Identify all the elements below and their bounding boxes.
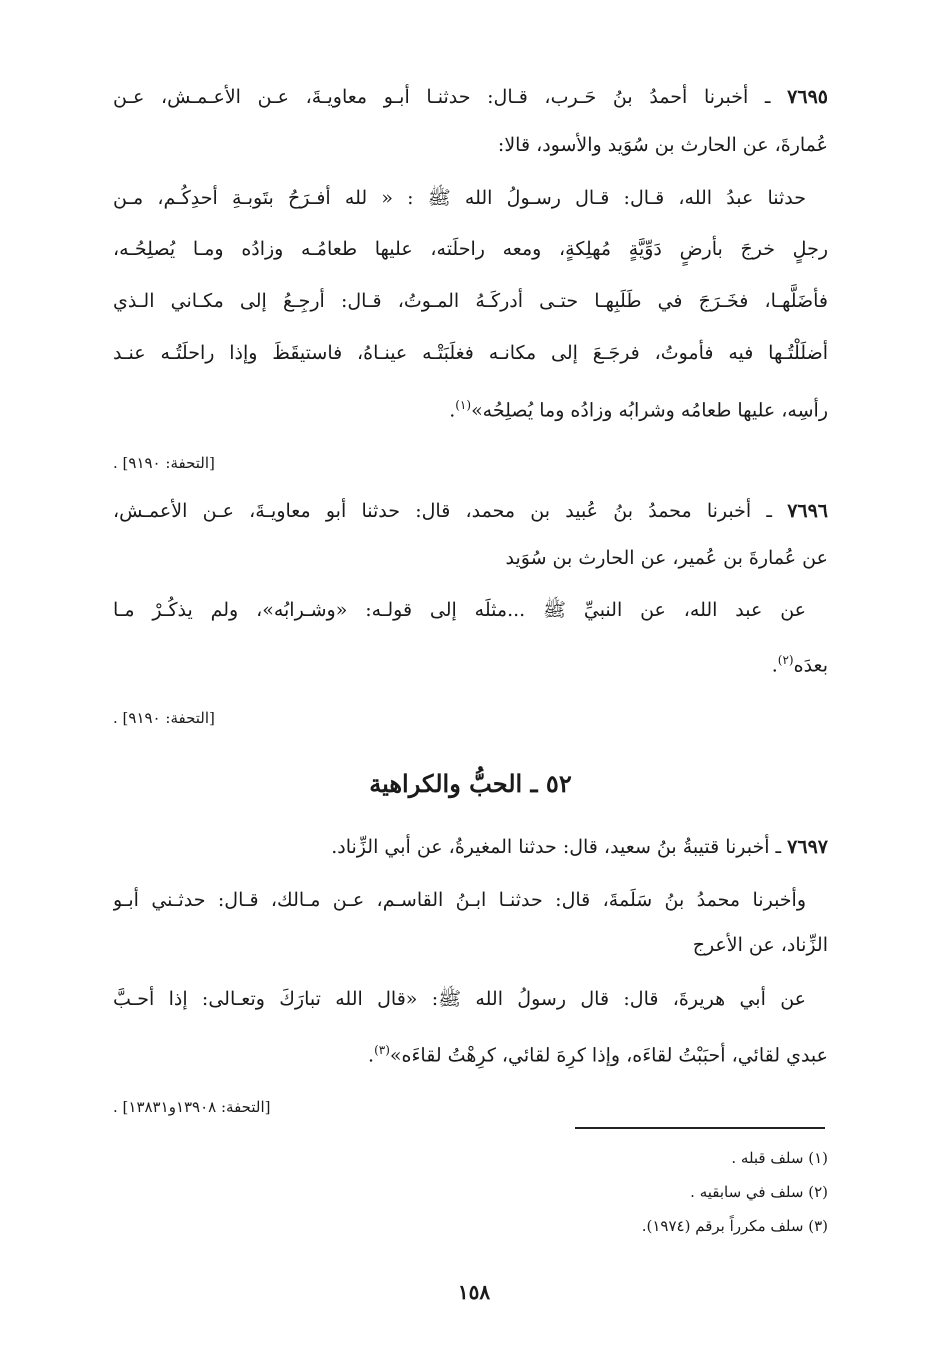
tuhfa-reference: [التحفة: ٩١٩٠] . xyxy=(113,709,215,727)
hadith-number: ٧٦٩٧ xyxy=(787,836,828,858)
hadith-7697-line-2: وأخبرنا محمدُ بنُ سَلَمةَ، قال: حدثنـا ابـنُ القاسـم، عـن مـالك، قـال: حدثـني أبـو xyxy=(113,889,806,911)
hadith-7697-line-5: عبدي لقائي، أحبَبْتُ لقاءَه، وإذا كرِهَ لقائي، كرِهْتُ لقاءَه»$^{(٣)}$. xyxy=(368,1043,828,1067)
chapter-heading: ٥٢ ـ الحبُّ والكراهية xyxy=(369,769,572,798)
hadith-7697-line-1: ٧٦٩٧ ـ أخبرنا قتيبةُ بنُ سعيد، قال: حدثنا المغيرةُ، عن أبي الزِّناد. xyxy=(331,836,828,858)
footnote-marker: (٢) xyxy=(777,653,794,667)
tuhfa-reference: [التحفة: ١٣٩٠٨و١٣٨٣١] . xyxy=(113,1098,271,1116)
footnote-2: (٢) سلف في سابقيه . xyxy=(690,1183,828,1201)
footnote-3: (٣) سلف مكرراً برقم (١٩٧٤). xyxy=(641,1217,828,1235)
hadith-7696-line-1: ٧٦٩٦ ـ أخبرنا محمدُ بنُ عُبيد بن محمد، قال: حدثنا أبو معاويـةَ، عـن الأعمـش، xyxy=(113,500,828,522)
hadith-number: ٧٦٩٦ xyxy=(787,500,828,522)
hadith-7697-line-3: الزِّناد، عن الأعرج xyxy=(692,934,828,956)
hadith-number: ٧٦٩٥ xyxy=(787,86,828,108)
hadith-7695-line-2: عُمارةَ، عن الحارث بن سُوَيد والأسود، قالا: xyxy=(497,134,828,156)
hadith-7696-line-2: عن عُمارةَ بن عُمير، عن الحارث بن سُوَيد xyxy=(505,547,828,569)
footnote-1: (١) سلف قبله . xyxy=(731,1149,828,1167)
tuhfa-reference: [التحفة: ٩١٩٠] . xyxy=(113,454,215,472)
hadith-7695-line-5: فأضَلَّهـا، فخَـرَجَ في طَلَبِهـا حتـى أدركَـهُ المـوتُ، قـال: أرجِـعُ إلى مكـاني الـذي xyxy=(113,290,828,312)
hadith-7696-line-4: بعدَه$^{(٢)}$. xyxy=(771,653,828,677)
hadith-7695-line-6: أضلَلْتُـها فيه فأموتُ، فرجَـعَ إلى مكانـه فغلَبَتْـه عينـاهُ، فاستيقَظَ وإذا راحلَتُـه عنـد xyxy=(113,342,828,364)
footnote-marker: (١) xyxy=(455,398,472,412)
footnote-marker: (٣) xyxy=(374,1043,390,1057)
hadith-7695-line-7: رأسِه، عليها طعامُه وشرابُه وزادُه وما يُصلِحُه»$^{(١)}$. xyxy=(449,398,828,422)
hadith-7695-line-1: ٧٦٩٥ ـ أخبرنا أحمدُ بنُ حَـرب، قـال: حدثنـا أبـو معاويـةَ، عـن الأعـمـش، عـن xyxy=(113,86,828,108)
hadith-7695-line-4: رجلٍ خرجَ بأرضٍ دَوِّيَّةٍ مُهلِكةٍ، ومعه راحلَته، عليها طعامُـه وزادُه ومـا يُصلِحُـه، xyxy=(113,238,828,260)
hadith-7696-line-3: عن عبد الله، عن النبيِّ ﷺ ...مثلَه إلى قولـه: «وشـرابُه»، ولم يذكُـرْ مـا xyxy=(113,599,806,621)
footnote-separator xyxy=(575,1127,825,1129)
hadith-7695-line-3: حدثنا عبدُ الله، قـال: قـال رسـولُ الله ﷺ : « لله أفـرَحُ بتَوبـةِ أحدِكُـم، مـن xyxy=(113,187,806,209)
hadith-7697-line-4: عن أبي هريرةَ، قال: قال رسولُ الله ﷺ: «قال الله تبارَكَ وتعـالى: إذا أحـبَّ xyxy=(113,988,806,1010)
page-number: ١٥٨ xyxy=(457,1280,491,1304)
